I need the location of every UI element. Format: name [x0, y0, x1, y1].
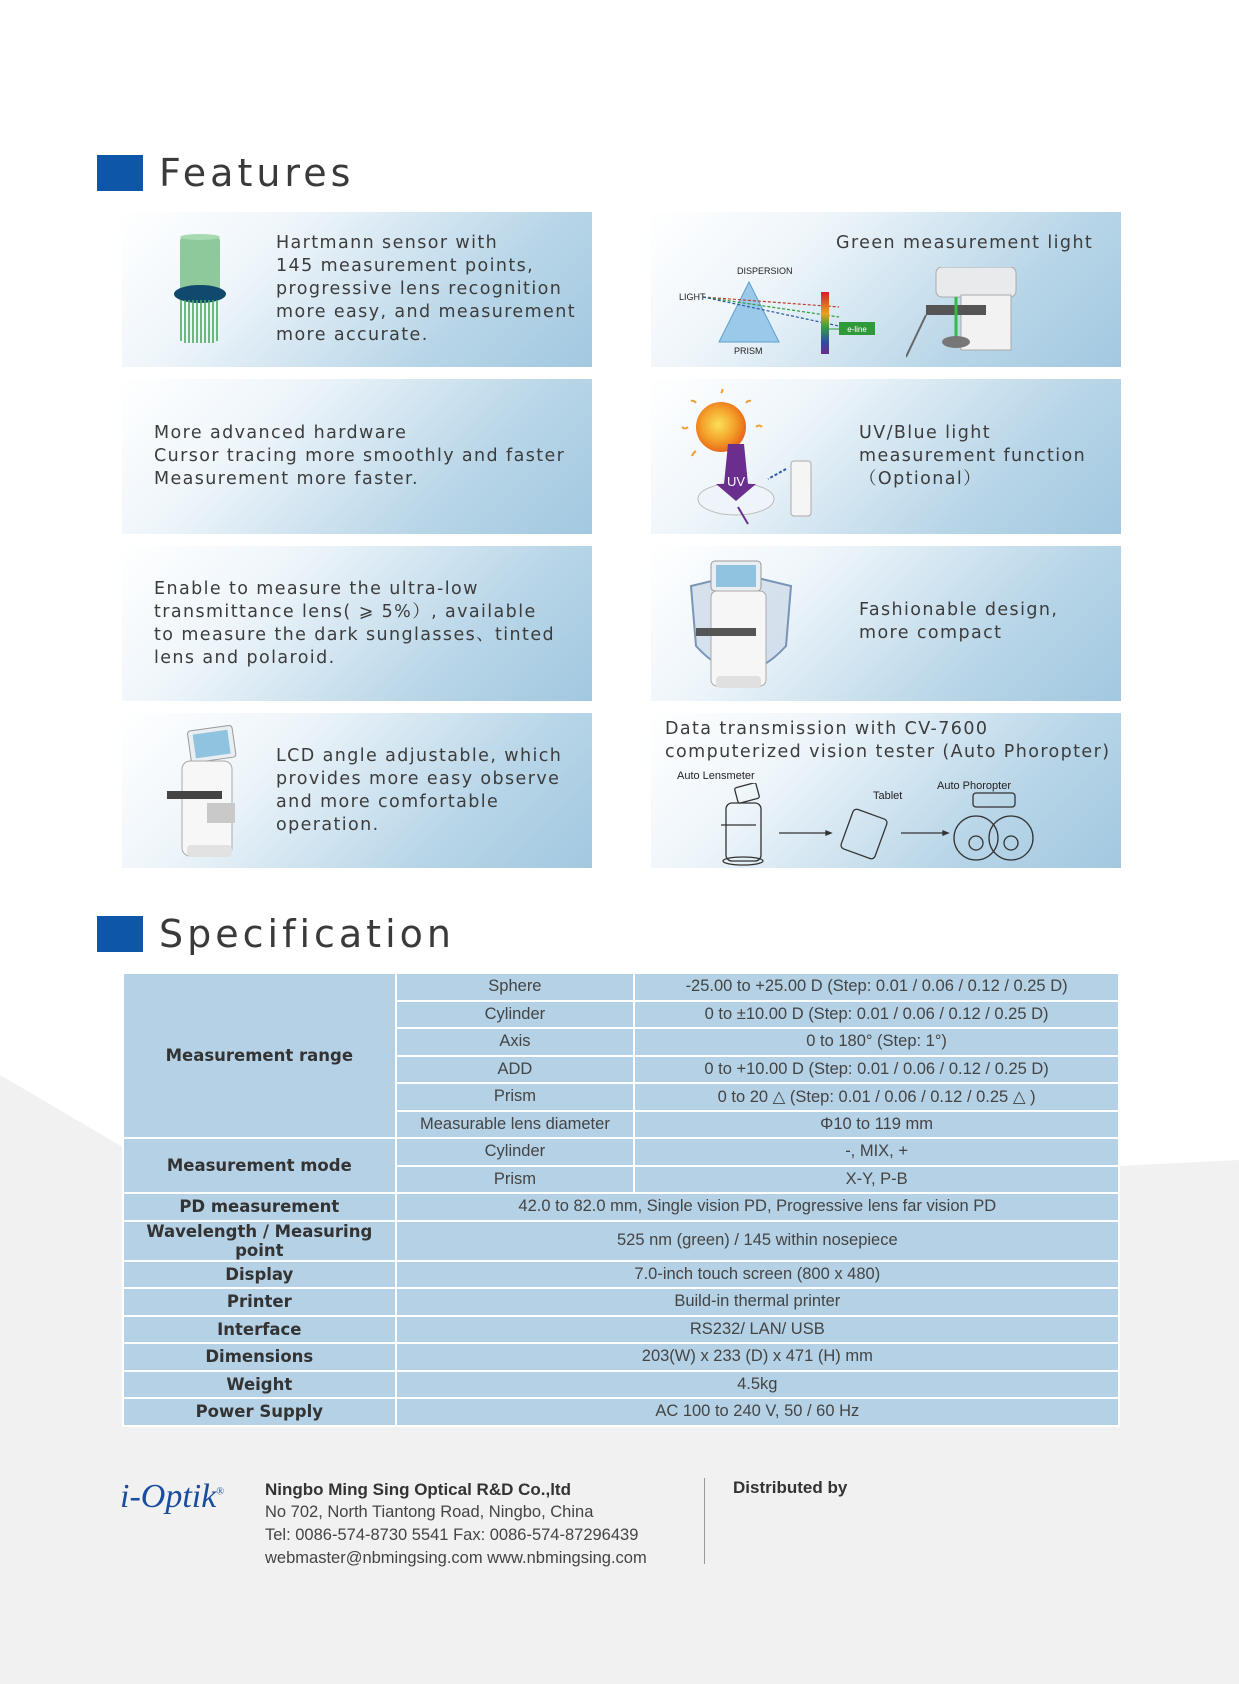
- feature-text: Enable to measure the ultra-low transmittance lens( ⩾ 5%）, available to measure the dark sunglasses、tinted lens and polaroid.: [154, 579, 555, 668]
- company-web: webmaster@nbmingsing.com www.nbmingsing.com: [265, 1549, 647, 1567]
- spec-name: Cylinder: [396, 1138, 635, 1166]
- spec-value: X-Y, P-B: [634, 1166, 1119, 1194]
- spec-name: Axis: [396, 1028, 635, 1056]
- uv-label: UV: [726, 474, 746, 489]
- spec-label: Dimensions: [123, 1343, 396, 1371]
- spec-value: 0 to +10.00 D (Step: 0.01 / 0.06 / 0.12 / 0.25 D): [634, 1056, 1119, 1084]
- feature-card-lcd: [122, 713, 592, 868]
- table-row: [123, 1193, 1119, 1221]
- table-row: [123, 973, 1119, 1001]
- heading-marker: [97, 916, 143, 952]
- company-info: [265, 1478, 647, 1570]
- feature-text: Data transmission with CV-7600 computerized vision tester (Auto Phoropter): [665, 719, 1111, 762]
- hartmann-sensor-icon: [170, 234, 230, 346]
- spec-value: Build-in thermal printer: [396, 1288, 1119, 1316]
- feature-card-data-transmission: [651, 713, 1121, 868]
- lensmeter-design-image: [686, 556, 796, 696]
- spec-value: 7.0-inch touch screen (800 x 480): [396, 1261, 1119, 1289]
- measurement-light-photo: [906, 267, 1021, 362]
- features-heading: [97, 151, 354, 195]
- dispersion-prism-diagram: [679, 262, 879, 354]
- spec-value: 4.5kg: [396, 1371, 1119, 1399]
- i-optik-logo: i-Optik®: [120, 1478, 224, 1515]
- feature-card-design: [651, 546, 1121, 701]
- spec-name: ADD: [396, 1056, 635, 1084]
- spec-value: 0 to ±10.00 D (Step: 0.01 / 0.06 / 0.12 / 0.25 D): [634, 1001, 1119, 1029]
- light-label: LIGHT: [679, 292, 706, 302]
- specification-title: Specification: [159, 912, 455, 956]
- spec-name: Prism: [396, 1166, 635, 1194]
- heading-marker: [97, 155, 143, 191]
- spec-value: Φ10 to 119 mm: [634, 1111, 1119, 1139]
- spec-label: Weight: [123, 1371, 396, 1399]
- feature-text: Fashionable design, more compact: [859, 600, 1059, 643]
- spec-name: Prism: [396, 1083, 635, 1111]
- tablet-label: Tablet: [873, 790, 903, 802]
- table-row: [123, 1138, 1119, 1166]
- feature-text: Green measurement light: [836, 233, 1094, 253]
- auto-phoropter-label: Auto Phoropter: [937, 780, 1011, 792]
- company-address: No 702, North Tiantong Road, Ningbo, China: [265, 1503, 594, 1521]
- spec-value: 0 to 180° (Step: 1°): [634, 1028, 1119, 1056]
- table-row: [123, 1371, 1119, 1399]
- company-phone: Tel: 0086-574-8730 5541 Fax: 0086-574-87296439: [265, 1526, 639, 1544]
- spec-label: Printer: [123, 1288, 396, 1316]
- spec-label: Display: [123, 1261, 396, 1289]
- spec-value: RS232/ LAN/ USB: [396, 1316, 1119, 1344]
- auto-lensmeter-label: Auto Lensmeter: [677, 770, 755, 782]
- feature-card-hardware: [122, 379, 592, 534]
- table-row: [123, 1288, 1119, 1316]
- spec-value: -25.00 to +25.00 D (Step: 0.01 / 0.06 / 0.12 / 0.25 D): [634, 973, 1119, 1001]
- specification-heading: [97, 912, 455, 956]
- feature-card-hartmann: [122, 212, 592, 367]
- table-row: [123, 1316, 1119, 1344]
- table-row: [123, 1343, 1119, 1371]
- spec-label: Interface: [123, 1316, 396, 1344]
- lensmeter-lcd-image: [167, 723, 247, 863]
- feature-card-transmittance: [122, 546, 592, 701]
- measurement-mode-label: Measurement mode: [123, 1138, 396, 1193]
- feature-text: More advanced hardware Cursor tracing more smoothly and faster Measurement more faster.: [154, 423, 566, 489]
- spec-label: Wavelength / Measuring point: [123, 1221, 396, 1261]
- data-flow-diagram: [721, 783, 1121, 868]
- spec-value: 0 to 20 △ (Step: 0.01 / 0.06 / 0.12 / 0.25 △ ): [634, 1083, 1119, 1111]
- spec-label: Power Supply: [123, 1398, 396, 1426]
- feature-card-uv: [651, 379, 1121, 534]
- feature-text: UV/Blue light measurement function （Optional）: [859, 423, 1087, 489]
- spec-value: -, MIX, +: [634, 1138, 1119, 1166]
- specification-table: [122, 972, 1120, 1427]
- distributed-by-label: Distributed by: [733, 1478, 848, 1497]
- company-name: Ningbo Ming Sing Optical R&D Co.,ltd: [265, 1480, 571, 1499]
- prism-label: PRISM: [734, 346, 763, 354]
- features-title: Features: [159, 151, 355, 195]
- spec-value: 525 nm (green) / 145 within nosepiece: [396, 1221, 1119, 1261]
- spec-value: AC 100 to 240 V, 50 / 60 Hz: [396, 1398, 1119, 1426]
- measurement-range-label: Measurement range: [123, 973, 396, 1138]
- spec-name: Measurable lens diameter: [396, 1111, 635, 1139]
- spec-label: PD measurement: [123, 1193, 396, 1221]
- e-line-label: e-line: [847, 325, 867, 334]
- footer-divider: [704, 1478, 705, 1564]
- spec-name: Sphere: [396, 973, 635, 1001]
- feature-text: LCD angle adjustable, which provides more easy observe and more comfortable operation.: [276, 746, 563, 835]
- spec-name: Cylinder: [396, 1001, 635, 1029]
- table-row: [123, 1261, 1119, 1289]
- uv-sun-icon: [676, 389, 826, 529]
- table-row: [123, 1398, 1119, 1426]
- spec-value: 203(W) x 233 (D) x 471 (H) mm: [396, 1343, 1119, 1371]
- feature-text: Hartmann sensor with 145 measurement points, progressive lens recognition more easy, and measurement more accurate.: [276, 233, 576, 345]
- feature-card-green-light: [651, 212, 1121, 367]
- dispersion-label: DISPERSION: [737, 266, 793, 276]
- table-row: [123, 1221, 1119, 1261]
- spec-value: 42.0 to 82.0 mm, Single vision PD, Progressive lens far vision PD: [396, 1193, 1119, 1221]
